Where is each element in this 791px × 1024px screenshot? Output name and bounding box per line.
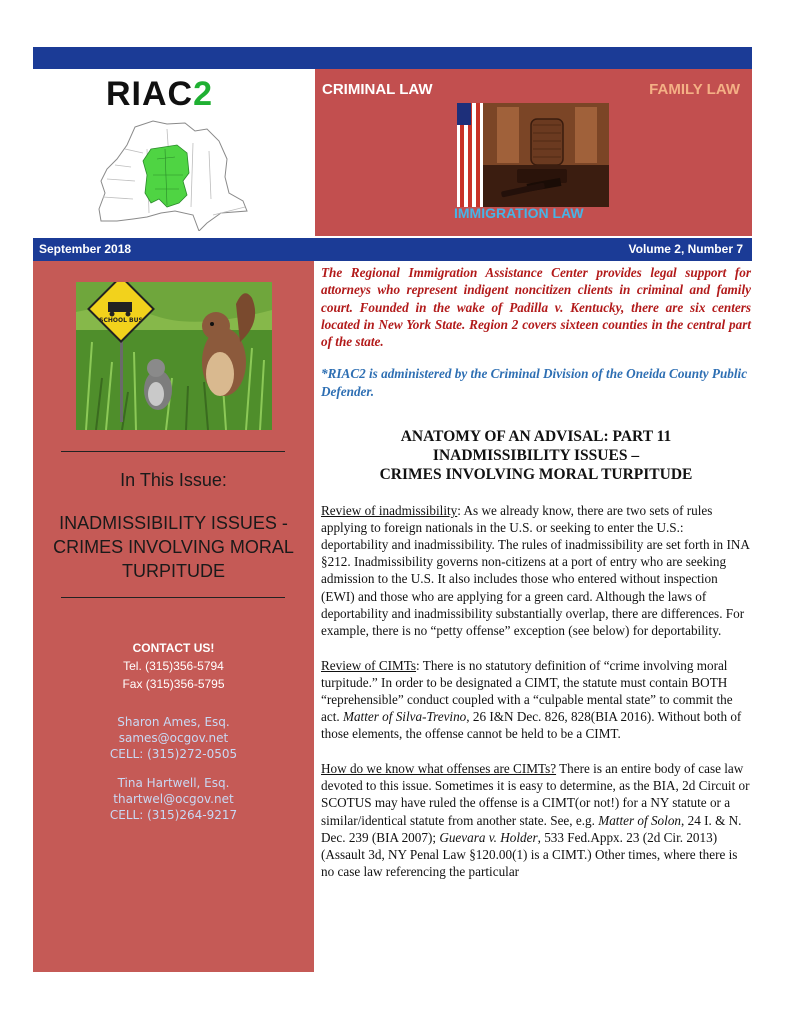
issue-volume: Volume 2, Number 7 xyxy=(628,242,743,256)
contact-heading: CONTACT US! xyxy=(132,641,215,655)
case-citation: Guevara v. Holder xyxy=(439,829,538,845)
contact-person xyxy=(33,714,314,762)
headline-line-3: CRIMES INVOLVING MORAL TURPITUDE xyxy=(379,466,693,484)
top-color-bar xyxy=(33,47,752,69)
issue-date: September 2018 xyxy=(39,242,132,256)
riac2-logo: RIAC2 xyxy=(106,75,214,113)
headline-line-1: ANATOMY OF AN ADVISAL: PART 11 xyxy=(400,428,672,446)
article-headline xyxy=(321,427,751,484)
courtroom-image xyxy=(457,103,609,207)
paragraph-which-cimts: How do we know what offenses are CIMTs? There is an entire body of case law devoted to this issue. Sometimes it is easy to determine, as the BIA, 2d Circuit or SCOTUS may have ruled the offense is a CIMT(or not!) for a NY statute or a similar/identical statute from another state. See, e.g. Matter of Solon, 24 I. & N. Dec. 239 (BIA 2007); Guevara v. Holder, 533 Fed.Appx. 23 (2d Cir. 2013) (Assault 3d, NY Penal Law §120.00(1) is a CIMT.) Other times, where there is no case law referencing the particular xyxy=(321,761,750,879)
contact-tel: Tel. (315)356-5794 xyxy=(123,659,224,673)
contact-name: Sharon Ames, Esq. xyxy=(117,715,230,729)
divider-top xyxy=(61,451,285,452)
squirrel-school-bus-photo xyxy=(76,282,272,430)
divider-bottom xyxy=(61,597,285,598)
contact-name: Tina Hartwell, Esq. xyxy=(117,776,230,790)
contact-email-link[interactable]: sames@ocgov.net xyxy=(118,731,229,745)
case-citation: Matter of Solon xyxy=(598,812,682,828)
paragraph-cimts: Review of CIMTs: There is no statutory definition of “crime involving moral turpitude.” In order to be designated a CIMT, the statute must contain BOTH “reprehensible” conduct coupled with a “culpable mental state” to commit the act. Matter of Silva-Trevino, 26 I&N Dec. 826, 828(BIA 2016). Without both of those elements, the offense cannot be held to be a CIMT. xyxy=(321,657,742,742)
paragraph-lead: Review of inadmissibility xyxy=(321,503,458,519)
issue-date-bar xyxy=(33,238,752,261)
administered-note: *RIAC2 is administered by the Criminal Division of the Oneida County Public Defender. xyxy=(321,366,748,399)
header-law-panel xyxy=(315,69,752,236)
contact-cell: CELL: (315)264-9217 xyxy=(109,808,238,822)
intro-paragraph: The Regional Immigration Assistance Center provides legal support for attorneys who represent indigent noncitizen clients in criminal and family court. Founded in the wake of Padilla v. Kentucky, there are six centers located in New York State. Region 2 covers sixteen counties in the central part of the state. xyxy=(321,265,751,350)
sidebar xyxy=(33,261,314,972)
in-this-issue-heading: In This Issue: xyxy=(120,470,227,490)
logo-panel xyxy=(33,69,313,236)
family-law-label: FAMILY LAW xyxy=(649,81,740,98)
paragraph-inadmissibility: Review of inadmissibility: As we already know, there are two sets of rules applying to foreign nationals in the U.S. or seeking to enter the U.S.: deportability and inadmissibility. The rules of inadmissibility are set forth in INA §212. Inadmissibility governs non-citizens at a port of entry who are seeking admission to the U.S. It also includes those who entered without inspection (EWI) and those who are applying for a green card. Although the laws of deportability and inadmissibility substantially overlap, there are differences. For example, there is no “petty offense” exception (see below) for deportability. xyxy=(321,503,750,638)
issue-topic: INADMISSIBILITY ISSUES - CRIMES INVOLVING MORAL TURPITUDE xyxy=(53,513,294,581)
criminal-law-label: CRIMINAL LAW xyxy=(322,81,433,98)
main-article xyxy=(321,264,751,880)
paragraph-lead: Review of CIMTs xyxy=(321,657,417,673)
paragraph-lead: How do we know what offenses are CIMTs? xyxy=(321,761,557,777)
contact-cell: CELL: (315)272-0505 xyxy=(109,747,238,761)
case-citation: Matter of Silva-Trevino xyxy=(342,709,467,725)
contact-block xyxy=(33,639,314,693)
headline-line-2: INADMISSIBILITY ISSUES – xyxy=(432,447,640,465)
new-york-map-image xyxy=(95,119,250,231)
contact-email-link[interactable]: thartwel@ocgov.net xyxy=(113,792,234,806)
school-bus-sign-text: SCHOOL BUS xyxy=(99,317,143,324)
immigration-law-label: IMMIGRATION LAW xyxy=(454,205,584,221)
contact-fax: Fax (315)356-5795 xyxy=(122,677,225,691)
contact-person xyxy=(33,775,314,823)
